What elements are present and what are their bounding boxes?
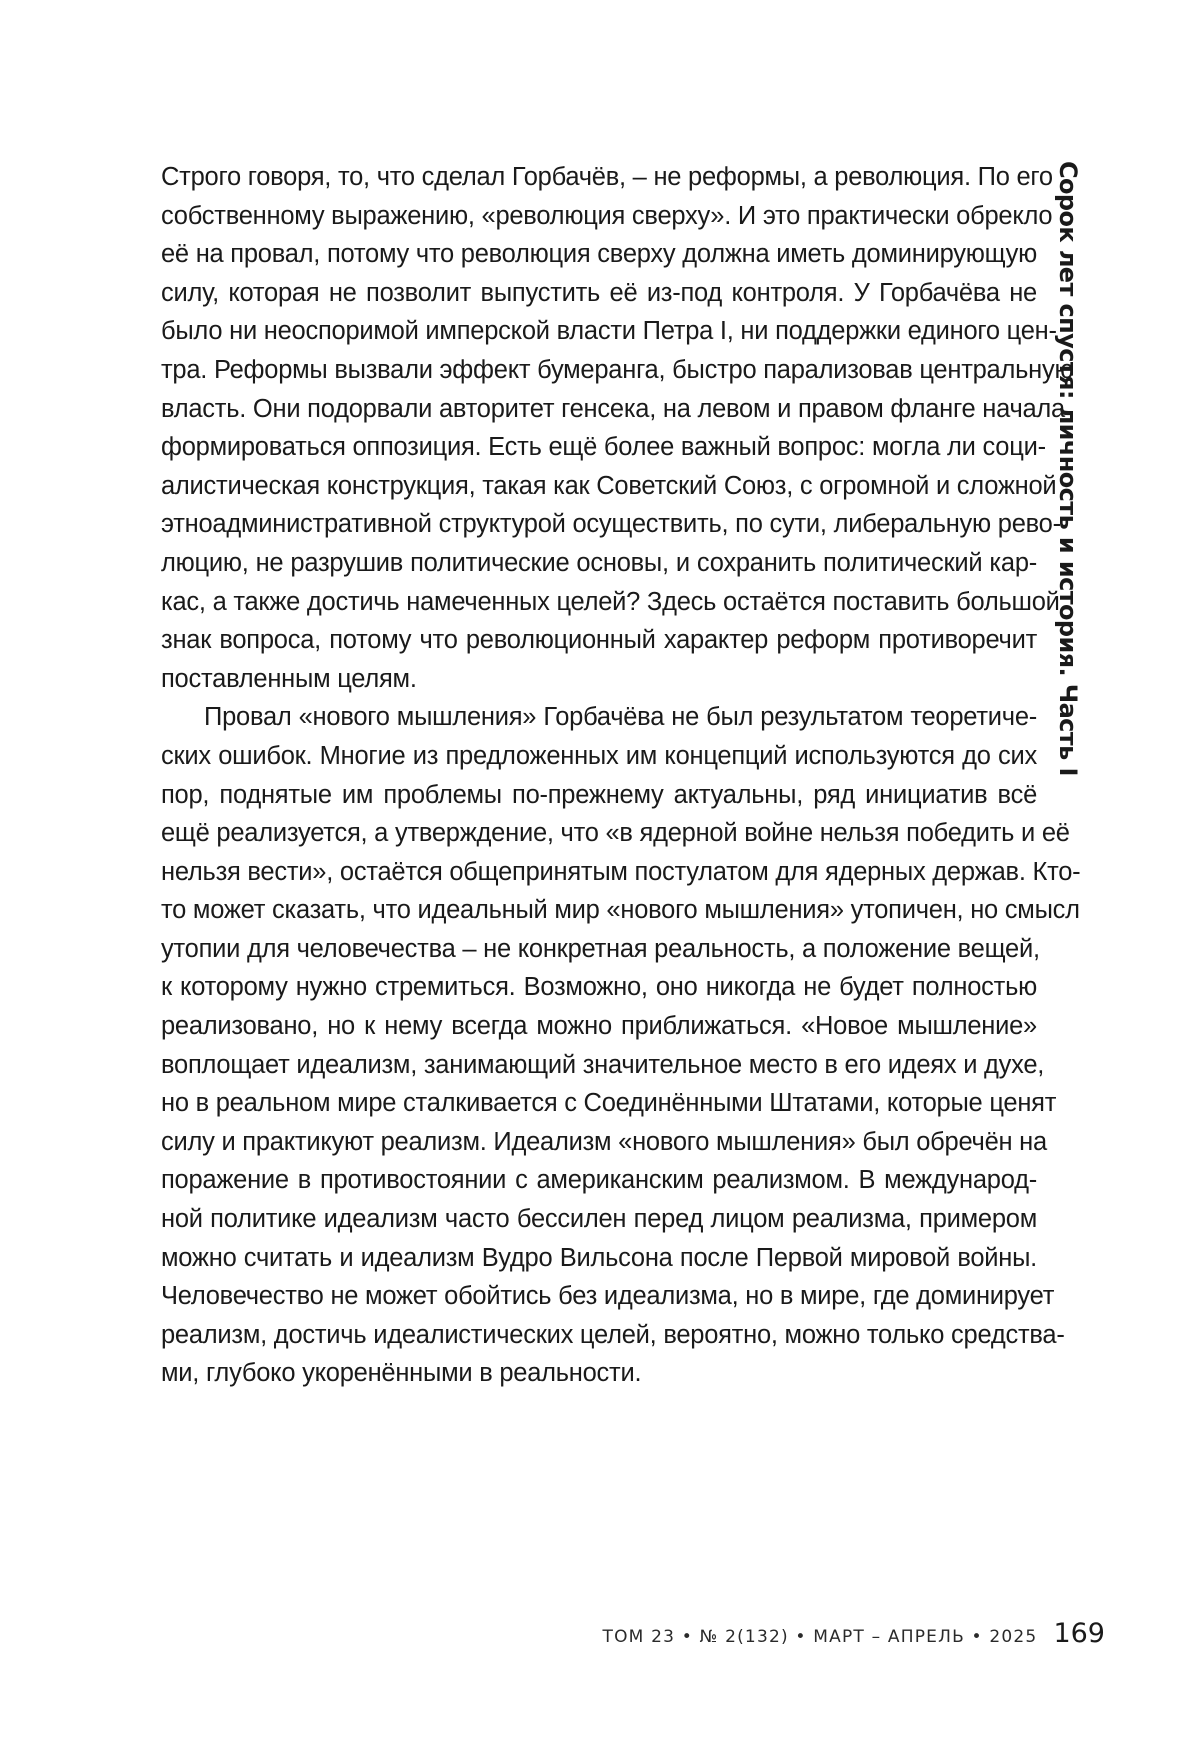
text-line: кас, а также достичь намеченных целей? Здесь остаётся поставить большой: [161, 587, 1060, 616]
text-line: люцию, не разрушив политические основы, и сохранить политический кар-: [161, 548, 1037, 577]
text-line: можно считать и идеализм Вудро Вильсона после Первой мировой войны.: [161, 1243, 1037, 1272]
text-line: формироваться оппозиция. Есть ещё более важный вопрос: могла ли соци-: [161, 433, 1046, 462]
text-line: воплощает идеализм, занимающий значительное место в его идеях и духе,: [161, 1050, 1045, 1079]
journal-issue-info: ТОМ 23 • № 2(132) • МАРТ – АПРЕЛЬ • 2025: [602, 1627, 1038, 1647]
text-line: ми, глубоко укоренёнными в реальности.: [161, 1359, 642, 1388]
running-head: Сорок лет спустя: личность и история. Часть I: [1054, 161, 1082, 776]
text-line: ещё реализуется, а утверждение, что «в ядерной войне нельзя победить и её: [161, 819, 1070, 848]
text-line: власть. Они подорвали авторитет генсека, на левом и правом фланге начала: [161, 394, 1065, 423]
text-line: утопии для человечества – не конкретная реальность, а положение вещей,: [161, 934, 1040, 963]
text-line: к которому нужно стремиться. Возможно, оно никогда не будет полностью: [161, 973, 1037, 1002]
text-line: поставленным целям.: [161, 664, 417, 693]
text-line: Человечество не может обойтись без идеализма, но в мире, где доминирует: [161, 1282, 1055, 1311]
text-line: но в реальном мире сталкивается с Соединёнными Штатами, которые ценят: [161, 1089, 1057, 1118]
text-line: реализм, достичь идеалистических целей, вероятно, можно только средства-: [161, 1320, 1065, 1349]
text-line: знак вопроса, потому что революционный характер реформ противоречит: [161, 626, 1037, 655]
text-line: этноадминистративной структурой осуществить, по сути, либеральную рево-: [161, 510, 1061, 539]
page-number: 169: [1053, 1618, 1105, 1649]
text-line: Провал «нового мышления» Горбачёва не был результатом теоретиче-: [204, 703, 1037, 732]
text-line: Строго говоря, то, что сделал Горбачёв, – не реформы, а революция. По его: [161, 163, 1053, 191]
text-line: поражение в противостоянии с американским реализмом. В международ-: [161, 1166, 1037, 1195]
text-line: то может сказать, что идеальный мир «нового мышления» утопичен, но смысл: [161, 896, 1080, 925]
text-line: ских ошибок. Многие из предложенных им концепций используются до сих: [161, 741, 1037, 770]
text-line: было ни неоспоримой имперской власти Петра I, ни поддержки единого цен-: [161, 317, 1057, 346]
paragraph-2: [161, 698, 1081, 1393]
text-line: пор, поднятые им проблемы по-прежнему актуальны, ряд инициатив всё: [161, 780, 1037, 809]
text-line: силу и практикуют реализм. Идеализм «нового мышления» был обречён на: [161, 1127, 1047, 1156]
text-line: собственному выражению, «революция сверху». И это практически обрекло: [161, 201, 1053, 230]
text-line: тра. Реформы вызвали эффект бумеранга, быстро парализовав центральную: [161, 355, 1074, 384]
text-line: силу, которая не позволит выпустить её из-под контроля. У Горбачёва не: [161, 278, 1037, 307]
text-line: ной политике идеализм часто бессилен перед лицом реализма, примером: [161, 1205, 1037, 1234]
text-line: алистическая конструкция, такая как Советский Союз, с огромной и сложной: [161, 471, 1057, 500]
page-footer: [603, 1618, 1106, 1658]
text-line: реализовано, но к нему всегда можно приближаться. «Новое мышление»: [161, 1012, 1037, 1041]
text-line: её на провал, потому что революция сверху должна иметь доминирующую: [161, 240, 1037, 269]
text-line: нельзя вести», остаётся общепринятым постулатом для ядерных держав. Кто-: [161, 857, 1081, 886]
